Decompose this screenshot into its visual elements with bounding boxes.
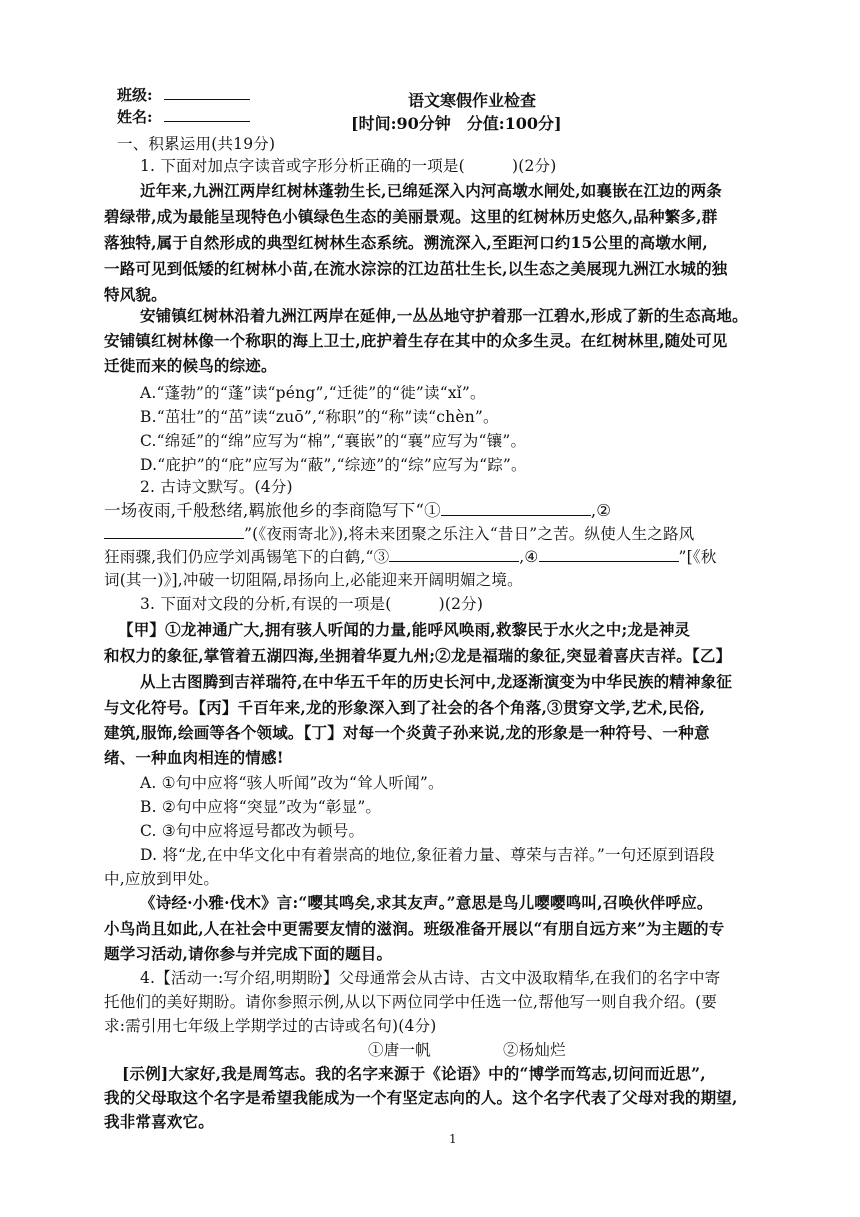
q3-option-d[interactable]: D. 将“龙,在中华文化中有着崇高的地位,象征着力量、尊荣与吉祥。”一句还原到语段: [140, 846, 715, 864]
q3-passage-line: 与文化符号。【丙】千百年来,龙的形象深入到了社会的各个角落,③贯穿文学,艺术,民俗,: [104, 698, 706, 717]
class-field: [117, 84, 250, 105]
q2-text: ”[《秋: [678, 548, 717, 566]
answer-blank-1[interactable]: [441, 501, 591, 516]
name-blank[interactable]: [164, 107, 250, 122]
class-blank[interactable]: [164, 85, 250, 100]
q2-line-4: 词(其一)》],冲破一切阻隔,昂扬向上,必能迎来开阔明媚之境。: [104, 571, 523, 589]
q3-passage-line: 绪、一种血肉相连的情感!: [104, 748, 284, 767]
answer-blank-4[interactable]: [539, 547, 679, 562]
q4-stem: 4.【活动一:写介绍,明期盼】父母通常会从古诗、古文中汲取精华,在我们的名字中寄: [140, 969, 721, 987]
q3-passage-line: 从上古图腾到吉祥瑞符,在中华五千年的历史长河中,龙逐渐演变为中华民族的精神象征: [140, 672, 733, 691]
intro-line: 《诗经·小雅·伐木》言:“嘤其鸣矣,求其友声。”意思是鸟儿嘤嘤鸣叫,召唤伙伴呼应。: [140, 893, 713, 912]
q4-example-line: 我非常喜欢它。: [104, 1112, 214, 1131]
q2-text: 狂雨骤,我们仍应学刘禹锡笔下的白鹤,“③: [104, 548, 390, 566]
q1-option-c[interactable]: C.“绵延”的“绵”应写为“棉”,“襄嵌”的“襄”应写为“镶”。: [140, 432, 527, 450]
q3-passage-line: 建筑,服饰,绘画等各个领域。【丁】对每一个炎黄子孙来说,龙的形象是一种符号、一种意: [104, 723, 710, 742]
page-title: 语文寒假作业检查: [408, 91, 537, 110]
q4-name-option-1[interactable]: ①唐一帆: [368, 1041, 431, 1059]
q3-option-c[interactable]: C. ③句中应将逗号都改为顿号。: [140, 822, 365, 840]
q4-example-line: 我的父母取这个名字是希望我能成为一个有坚定志向的人。这个名字代表了父母对我的期望,: [104, 1088, 738, 1107]
page-number: 1: [449, 1132, 457, 1146]
q1-passage-line: 安铺镇红树林像一个称职的海上卫士,庇护着生存在其中的众多生灵。在红树林里,随处可见: [104, 331, 728, 350]
q1-passage-line: 迁徙而来的候鸟的综迹。: [104, 356, 277, 375]
q4-name-option-2[interactable]: ②杨灿烂: [503, 1041, 566, 1059]
q3-option-b[interactable]: B. ②句中应将“突显”改为“彰显”。: [140, 798, 382, 816]
q1-passage-line: 特风貌。: [104, 285, 167, 304]
exam-meta: [时间:90分钟 分值:100分]: [351, 114, 562, 133]
q3-stem: 3. 下面对文段的分析,有误的一项是( )(2分): [140, 595, 484, 613]
name-field: [117, 106, 250, 127]
q1-option-b[interactable]: B.“茁壮”的“茁”读“zuō”,“称职”的“称”读“chèn”。: [140, 408, 499, 426]
class-label: 班级:: [117, 86, 153, 104]
q2-text: ”(《夜雨寄北》),将未来团聚之乐注入“昔日”之苦。纵使人生之路风: [244, 525, 695, 543]
answer-blank-3[interactable]: [389, 547, 519, 562]
q1-passage-line: 碧绿带,成为最能呈现特色小镇绿色生态的美丽景观。这里的红树林历史悠久,品种繁多,群: [104, 207, 718, 226]
q4-example-line: [示例]大家好,我是周笃志。我的名字来源于《论语》中的“博学而笃志,切问而近思”,: [122, 1064, 706, 1083]
intro-line: 小鸟尚且如此,人在社会中更需要友情的滋润。班级准备开展以“有朋自远方来”为主题的专: [104, 919, 725, 938]
q2-text: 一场夜雨,千般愁绪,羁旅他乡的李商隐写下“①: [104, 501, 441, 520]
q1-passage-line: 落独特,属于自然形成的典型红树林生态系统。溯流深入,至距河口约15公里的高墩水闸,: [104, 233, 708, 252]
q2-text: ,②: [590, 501, 612, 520]
q4-stem: 求:需引用七年级上学期学过的古诗或名句)(4分): [104, 1017, 437, 1035]
q1-stem: 1. 下面对加点字读音或字形分析正确的一项是( )(2分): [140, 157, 557, 175]
q2-line-1: [104, 500, 804, 522]
q3-passage-line: 和权力的象征,掌管着五湖四海,坐拥着华夏九州;②龙是福瑞的象征,突显着喜庆吉祥。【乙】: [104, 646, 732, 665]
q1-passage-line: 安铺镇红树林沿着九洲江两岸在延伸,一丛丛地守护着那一江碧水,形成了新的生态高地。: [140, 306, 748, 325]
q2-line-2: [104, 523, 804, 545]
intro-line: 题学习活动,请你参与并完成下面的题目。: [104, 944, 393, 963]
answer-blank-2[interactable]: [104, 524, 244, 539]
q1-passage-line: 近年来,九洲江两岸红树林蓬勃生长,已绵延深入内河高墩水闸处,如襄嵌在江边的两条: [140, 181, 722, 200]
q3-option-d-cont: 中,应放到甲处。: [104, 870, 220, 888]
q3-option-a[interactable]: A. ①句中应将“骇人听闻”改为“耸人听闻”。: [140, 774, 444, 792]
section-heading: 一、积累运用(共19分): [117, 135, 276, 153]
q4-stem: 托他们的美好期盼。请你参照示例,从以下两位同学中任选一位,帮他写一则自我介绍。(要: [104, 993, 718, 1011]
q1-option-d[interactable]: D.“庇护”的“庇”应写为“蔽”,“综迹”的“综”应写为“踪”。: [140, 456, 527, 474]
q1-passage-line: 一路可见到低矮的红树林小苗,在流水淙淙的江边茁壮生长,以生态之美展现九洲江水城的独: [104, 259, 728, 278]
q2-line-3: [104, 546, 804, 568]
q1-option-a[interactable]: A.“蓬勃”的“蓬”读“péng”,“迁徙”的“徙”读“xǐ”。: [140, 384, 486, 402]
q2-stem: 2. 古诗文默写。(4分): [140, 478, 293, 496]
name-label: 姓名:: [117, 108, 153, 126]
q2-text: ,④: [519, 548, 539, 566]
q3-passage-line: 【甲】①龙神通广大,拥有骇人听闻的力量,能呼风唤雨,救黎民于水火之中;龙是神灵: [118, 620, 691, 639]
